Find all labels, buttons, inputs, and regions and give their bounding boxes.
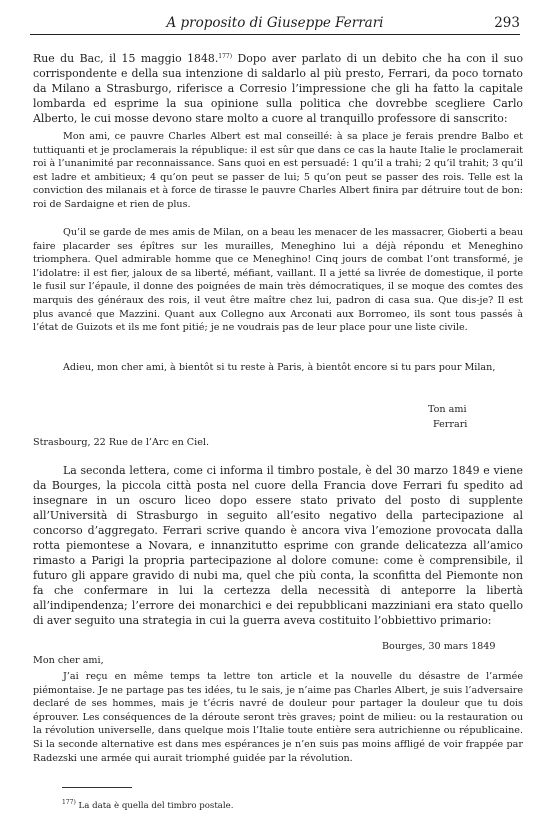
footnote-mark: 177) xyxy=(62,799,76,806)
footnote-text: La data è quella del timbro postale. xyxy=(75,801,234,811)
footnote xyxy=(62,797,522,812)
letter1-signature: Ferrari xyxy=(433,419,468,430)
letter2-paragraph-1: J’ai reçu en même temps ta lettre ton article et la nouvelle du désastre de l’armée piémontaise. Je ne partage pas tes idées, tu le sais, je n’aime pas Charles Albert, je suis l’adversaire declaré de ses hommes, mais je t’écris navré de douleur pour partager la douleur que tu dois éprouver. Les conséquences de la déroute seront très graves; point de milieu: ou la restauration ou la révolution universelle, dans quelque mois l’Italie toute entière sera autrichienne ou républicaine. Si la seconde alternative est dans mes espérances je n’en suis pas moins affligé de voir frappée par Radezski une armée qui aurait triomphé guidée par la révolution. xyxy=(33,671,523,764)
page-number: 293 xyxy=(494,15,520,31)
footnote-reference: 177) xyxy=(218,53,233,60)
second-letter-intro: La seconda lettera, come ci informa il timbro postale, è del 30 marzo 1849 e viene da Bourges, la piccola città posta nel cuore della Francia dove Ferrari fu spedito ad insegnare in un oscuro liceo dopo essere stato privato del posto di supplente all’Università di Strasburgo in seguito all’esito negativo della partecipazione al concorso d’aggregato. Ferrari scrive quando è ancora viva l’emozione provocata dalla rotta piemontese a Novara, e innanzitutto esprime con grande delicatezza all’amico rimasto a Parigi la propria partecipazione al dolore comune: come è comprensibile, il futuro gli appare gravido di nubi ma, quel che più conta, la sconfitta del Piemonte non fa che confermare in lui la certezza della necessità di anteporre la libertà all’indipendenza; l’errore dei monarchici e dei repubblicani mazziniani era stato quello di aver seguito una strategia in cui la guerra aveva costituito l’obbiettivo primario: xyxy=(33,464,523,627)
letter1-paragraph-2: Qu’il se garde de mes amis de Milan, on a beau les menacer de les massacrer, Gioberti a beau faire placarder ses épîtres sur les murailles, Meneghino lui a déjà répondu et Meneghino triomphera. Quel admirable homme que ce Meneghino! Cinq jours de combat l’ont transformé, je l’idolatre: il est fier, jaloux de sa liberté, méfiant, vaillant. Il a jetté sa livrée de domestique, il porte le fusil sur l’épaule, il donne des poignées de main très démocratiques, il se moque des comtes des marquis des généraux des rois, il veut être maître chez lui, padron di casa sua. Que dis-je? Il est plus avancé que Mazzini. Quant aux Collegno aux Arconati aux Borromeo, ils sont tous passés à l’état de Guizots et ils me font pitié; je ne voudrais pas de leur place pour une liste civile. xyxy=(33,227,523,334)
running-title: A proposito di Giuseppe Ferrari xyxy=(166,15,384,31)
intro-paragraph xyxy=(33,49,523,126)
letter2-greeting: Mon cher ami, xyxy=(33,655,104,666)
intro-text: Dopo aver parlato di un debito che ha con il suo corrispondente e della sua intenzione di saldarlo al più presto, Ferrari, da poco tornato da Milano a Strasburgo, riferisce a Corresio l’impressione che gli ha fatto la capitale lombarda ed esprime la sua opinione sulla politica che dovrebbe scegliere Carlo Alberto, le cui mosse devono stare molto a cuore al tranquillo professore di sanscrito: xyxy=(33,52,523,125)
letter1-paragraph-1: Mon ami, ce pauvre Charles Albert est mal conseillé: à sa place je ferais prendre Balbo et tuttiquanti et je proclamerais la république: il est sûr que dans ce cas la haute Italie le proclamerait roi à l’unanimité par reconnaissance. Sans quoi en est persuadé: 1 qu’il a trahi; 2 qu’il trahit; 3 qu’il est ladre et ambitieux; 4 qu’on peut se passer de lui; 5 qu’on peut se passer des rois. Telle est la conviction des milanais et à force de tirasse le pauvre Charles Albert finira par détruire tout de bon: roi de Sardaigne et rien de plus. xyxy=(33,131,523,210)
intro-lead: Rue du Bac, il 15 maggio 1848. xyxy=(33,52,219,65)
letter2-date: Bourges, 30 mars 1849 xyxy=(382,641,496,652)
letter1-place: Strasbourg, 22 Rue de l’Arc en Ciel. xyxy=(33,437,209,448)
letter1-closing: Ton ami xyxy=(428,404,467,415)
letter1-paragraph-3: Adieu, mon cher ami, à bientôt si tu reste à Paris, à bientôt encore si tu pars pour Milan, xyxy=(63,362,496,373)
footnote-rule xyxy=(62,787,132,788)
running-header xyxy=(30,14,520,35)
